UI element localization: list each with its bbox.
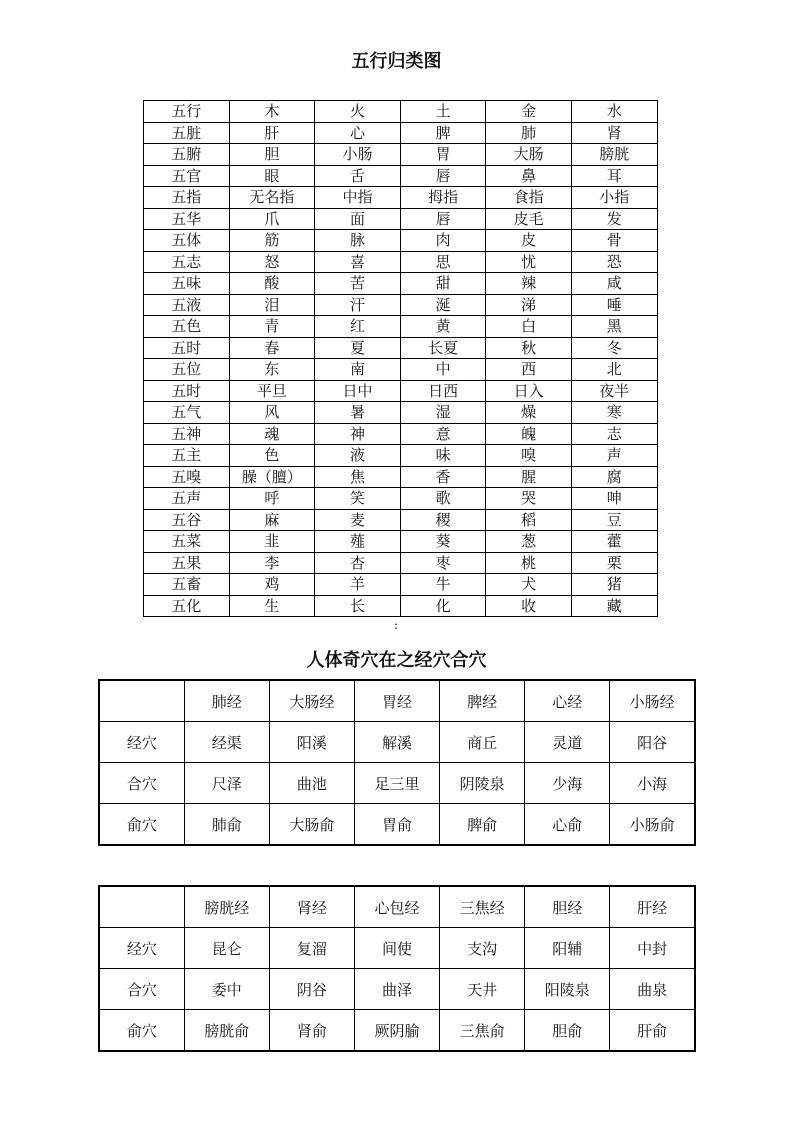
table-row — [99, 1010, 695, 1052]
table-cell: 夏 — [315, 337, 401, 359]
table-cell: 商丘 — [440, 722, 525, 763]
table-cell: 三焦俞 — [440, 1010, 525, 1052]
table-cell: 桃 — [486, 552, 572, 574]
table-row — [144, 531, 658, 553]
table-cell: 尺泽 — [184, 763, 269, 804]
table-cell: 小肠俞 — [610, 804, 695, 846]
row-header-cell — [99, 680, 184, 722]
table-cell: 哭 — [486, 488, 572, 510]
table-cell: 土 — [400, 101, 486, 123]
table-row — [144, 552, 658, 574]
table-cell: 中指 — [315, 187, 401, 209]
table-row — [99, 680, 695, 722]
table-cell: 曲泽 — [354, 969, 439, 1010]
table-cell: 北 — [571, 359, 657, 381]
table-cell: 皮毛 — [486, 208, 572, 230]
table-cell: 唇 — [400, 165, 486, 187]
table-cell: 肺经 — [184, 680, 269, 722]
table-cell: 味 — [400, 445, 486, 467]
table-cell: 辣 — [486, 273, 572, 295]
table-row — [144, 144, 658, 166]
row-header-cell: 五声 — [144, 488, 230, 510]
row-header-cell: 五指 — [144, 187, 230, 209]
table-row — [99, 804, 695, 846]
row-header-cell: 五液 — [144, 294, 230, 316]
table-cell: 小肠经 — [610, 680, 695, 722]
table-cell: 日西 — [400, 380, 486, 402]
table-cell: 解溪 — [354, 722, 439, 763]
table-cell: 肾俞 — [269, 1010, 354, 1052]
table-cell: 燥 — [486, 402, 572, 424]
table-cell: 湿 — [400, 402, 486, 424]
table-cell: 鸡 — [229, 574, 315, 596]
row-header-cell: 五色 — [144, 316, 230, 338]
table-row — [144, 488, 658, 510]
table-row — [144, 359, 658, 381]
table-cell: 发 — [571, 208, 657, 230]
table-cell: 冬 — [571, 337, 657, 359]
table-cell: 心 — [315, 122, 401, 144]
table-cell: 东 — [229, 359, 315, 381]
table-cell: 天井 — [440, 969, 525, 1010]
table-cell: 三焦经 — [440, 886, 525, 928]
row-header-cell: 经穴 — [99, 928, 184, 969]
row-header-cell: 五志 — [144, 251, 230, 273]
acupoint-table-2 — [98, 885, 696, 1052]
table-row — [144, 165, 658, 187]
table-cell: 阴谷 — [269, 969, 354, 1010]
table-cell: 葱 — [486, 531, 572, 553]
table-cell: 魄 — [486, 423, 572, 445]
table-cell: 脾经 — [440, 680, 525, 722]
table-cell: 肾 — [571, 122, 657, 144]
table-row — [144, 380, 658, 402]
table-cell: 牛 — [400, 574, 486, 596]
table-cell: 心俞 — [525, 804, 610, 846]
table-cell: 志 — [571, 423, 657, 445]
row-header-cell — [99, 886, 184, 928]
table-row — [99, 969, 695, 1010]
table-cell: 耳 — [571, 165, 657, 187]
table-cell: 甜 — [400, 273, 486, 295]
table-cell: 麻 — [229, 509, 315, 531]
table-cell: 无名指 — [229, 187, 315, 209]
table-cell: 黄 — [400, 316, 486, 338]
table-cell: 心包经 — [354, 886, 439, 928]
row-header-cell: 五时 — [144, 380, 230, 402]
table-cell: 平旦 — [229, 380, 315, 402]
table-cell: 寒 — [571, 402, 657, 424]
table-row — [144, 509, 658, 531]
row-header-cell: 五行 — [144, 101, 230, 123]
table-cell: 鼻 — [486, 165, 572, 187]
table-cell: 大肠俞 — [269, 804, 354, 846]
table-cell: 腥 — [486, 466, 572, 488]
table-row — [144, 122, 658, 144]
table-row — [144, 273, 658, 295]
table-cell: 大肠经 — [269, 680, 354, 722]
table-cell: 白 — [486, 316, 572, 338]
table-row — [144, 251, 658, 273]
table-cell: 筋 — [229, 230, 315, 252]
table-cell: 胃经 — [354, 680, 439, 722]
table-row — [144, 445, 658, 467]
table-cell: 喜 — [315, 251, 401, 273]
table-cell: 日入 — [486, 380, 572, 402]
table-cell: 肝俞 — [610, 1010, 695, 1052]
row-header-cell: 五畜 — [144, 574, 230, 596]
table-cell: 胃 — [400, 144, 486, 166]
table-cell: 焦 — [315, 466, 401, 488]
table-row — [144, 423, 658, 445]
title-five-elements: 五行归类图 — [351, 51, 442, 72]
table-cell: 支沟 — [440, 928, 525, 969]
table-cell: 曲泉 — [610, 969, 695, 1010]
table-cell: 杏 — [315, 552, 401, 574]
table-cell: 肉 — [400, 230, 486, 252]
table-row — [144, 466, 658, 488]
row-header-cell: 五脏 — [144, 122, 230, 144]
five-elements-table — [143, 100, 658, 617]
table-cell: 复溜 — [269, 928, 354, 969]
table-cell: 皮 — [486, 230, 572, 252]
row-header-cell: 五主 — [144, 445, 230, 467]
table-row — [144, 316, 658, 338]
table-cell: 厥阴腧 — [354, 1010, 439, 1052]
table-cell: 肺俞 — [184, 804, 269, 846]
table-cell: 唇 — [400, 208, 486, 230]
row-header-cell: 五腑 — [144, 144, 230, 166]
table-cell: 歌 — [400, 488, 486, 510]
table-row — [144, 230, 658, 252]
table-row — [99, 886, 695, 928]
table-cell: 猪 — [571, 574, 657, 596]
colon-mark: : — [394, 618, 399, 632]
table-cell: 豆 — [571, 509, 657, 531]
table-cell: 化 — [400, 595, 486, 617]
row-header-cell: 五果 — [144, 552, 230, 574]
table-cell: 稻 — [486, 509, 572, 531]
table-cell: 藿 — [571, 531, 657, 553]
row-header-cell: 五化 — [144, 595, 230, 617]
row-header-cell: 五时 — [144, 337, 230, 359]
table-cell: 膀胱 — [571, 144, 657, 166]
table-cell: 昆仑 — [184, 928, 269, 969]
row-header-cell: 五菜 — [144, 531, 230, 553]
table-cell: 大肠 — [486, 144, 572, 166]
table-cell: 香 — [400, 466, 486, 488]
table-cell: 胆经 — [525, 886, 610, 928]
row-header-cell: 合穴 — [99, 763, 184, 804]
table-cell: 眼 — [229, 165, 315, 187]
table-cell: 收 — [486, 595, 572, 617]
table-cell: 藏 — [571, 595, 657, 617]
table-cell: 阳谷 — [610, 722, 695, 763]
table-cell: 小肠 — [315, 144, 401, 166]
table-cell: 涎 — [400, 294, 486, 316]
table-cell: 火 — [315, 101, 401, 123]
table-cell: 肾经 — [269, 886, 354, 928]
table-cell: 魂 — [229, 423, 315, 445]
table-cell: 长夏 — [400, 337, 486, 359]
table-cell: 金 — [486, 101, 572, 123]
table-cell: 枣 — [400, 552, 486, 574]
table-cell: 胆 — [229, 144, 315, 166]
row-header-cell: 五神 — [144, 423, 230, 445]
table-cell: 薤 — [315, 531, 401, 553]
table-row — [144, 574, 658, 596]
table-cell: 拇指 — [400, 187, 486, 209]
table-cell: 液 — [315, 445, 401, 467]
table-cell: 水 — [571, 101, 657, 123]
table-cell: 中封 — [610, 928, 695, 969]
table-cell: 羊 — [315, 574, 401, 596]
row-header-cell: 五味 — [144, 273, 230, 295]
table-cell: 酸 — [229, 273, 315, 295]
row-header-cell: 五嗅 — [144, 466, 230, 488]
table-row — [99, 722, 695, 763]
table-cell: 长 — [315, 595, 401, 617]
table-cell: 骨 — [571, 230, 657, 252]
table-cell: 恐 — [571, 251, 657, 273]
table-cell: 犬 — [486, 574, 572, 596]
table-cell: 经渠 — [184, 722, 269, 763]
table-cell: 呼 — [229, 488, 315, 510]
table-cell: 胃俞 — [354, 804, 439, 846]
table-row — [99, 763, 695, 804]
table-cell: 葵 — [400, 531, 486, 553]
table-cell: 青 — [229, 316, 315, 338]
row-header-cell: 五位 — [144, 359, 230, 381]
table-cell: 咸 — [571, 273, 657, 295]
table-cell: 阳溪 — [269, 722, 354, 763]
row-header-cell: 合穴 — [99, 969, 184, 1010]
table-cell: 脾俞 — [440, 804, 525, 846]
table-cell: 阴陵泉 — [440, 763, 525, 804]
table-cell: 中 — [400, 359, 486, 381]
table-row — [144, 208, 658, 230]
table-cell: 色 — [229, 445, 315, 467]
table-cell: 李 — [229, 552, 315, 574]
table-row — [144, 337, 658, 359]
table-cell: 爪 — [229, 208, 315, 230]
table-cell: 脉 — [315, 230, 401, 252]
table-cell: 胆俞 — [525, 1010, 610, 1052]
table-cell: 呻 — [571, 488, 657, 510]
table-cell: 声 — [571, 445, 657, 467]
table-cell: 春 — [229, 337, 315, 359]
table-cell: 红 — [315, 316, 401, 338]
table-cell: 思 — [400, 251, 486, 273]
table-cell: 舌 — [315, 165, 401, 187]
table-cell: 肺 — [486, 122, 572, 144]
table-cell: 膀胱经 — [184, 886, 269, 928]
table-cell: 夜半 — [571, 380, 657, 402]
table-row — [144, 402, 658, 424]
table-cell: 忧 — [486, 251, 572, 273]
table-cell: 木 — [229, 101, 315, 123]
table-cell: 西 — [486, 359, 572, 381]
table-row — [144, 294, 658, 316]
row-header-cell: 五气 — [144, 402, 230, 424]
table-cell: 足三里 — [354, 763, 439, 804]
table-cell: 膀胱俞 — [184, 1010, 269, 1052]
table-cell: 日中 — [315, 380, 401, 402]
row-header-cell: 五谷 — [144, 509, 230, 531]
table-cell: 间使 — [354, 928, 439, 969]
table-cell: 肝经 — [610, 886, 695, 928]
table-cell: 暑 — [315, 402, 401, 424]
table-cell: 怒 — [229, 251, 315, 273]
table-cell: 灵道 — [525, 722, 610, 763]
table-cell: 南 — [315, 359, 401, 381]
row-header-cell: 五华 — [144, 208, 230, 230]
table-cell: 臊（膻） — [229, 466, 315, 488]
title-acupoints: 人体奇穴在之经穴合穴 — [306, 650, 487, 671]
table-cell: 曲池 — [269, 763, 354, 804]
table-cell: 笑 — [315, 488, 401, 510]
row-header-cell: 经穴 — [99, 722, 184, 763]
table-cell: 嗅 — [486, 445, 572, 467]
table-cell: 面 — [315, 208, 401, 230]
table-cell: 黑 — [571, 316, 657, 338]
table-cell: 少海 — [525, 763, 610, 804]
row-header-cell: 俞穴 — [99, 1010, 184, 1052]
table-row — [99, 928, 695, 969]
table-cell: 秋 — [486, 337, 572, 359]
table-cell: 阳辅 — [525, 928, 610, 969]
table-cell: 汗 — [315, 294, 401, 316]
table-cell: 唾 — [571, 294, 657, 316]
table-row — [144, 187, 658, 209]
row-header-cell: 俞穴 — [99, 804, 184, 846]
table-cell: 意 — [400, 423, 486, 445]
table-cell: 韭 — [229, 531, 315, 553]
row-header-cell: 五官 — [144, 165, 230, 187]
table-cell: 腐 — [571, 466, 657, 488]
table-cell: 小海 — [610, 763, 695, 804]
table-row — [144, 595, 658, 617]
table-cell: 苦 — [315, 273, 401, 295]
table-row — [144, 101, 658, 123]
table-cell: 脾 — [400, 122, 486, 144]
table-cell: 神 — [315, 423, 401, 445]
table-cell: 心经 — [525, 680, 610, 722]
row-header-cell: 五体 — [144, 230, 230, 252]
acupoint-table-1 — [98, 679, 696, 846]
table-cell: 稷 — [400, 509, 486, 531]
table-cell: 生 — [229, 595, 315, 617]
table-cell: 泪 — [229, 294, 315, 316]
table-cell: 栗 — [571, 552, 657, 574]
table-cell: 麦 — [315, 509, 401, 531]
table-cell: 食指 — [486, 187, 572, 209]
table-cell: 风 — [229, 402, 315, 424]
table-cell: 小指 — [571, 187, 657, 209]
table-cell: 委中 — [184, 969, 269, 1010]
table-cell: 肝 — [229, 122, 315, 144]
table-cell: 涕 — [486, 294, 572, 316]
table-cell: 阳陵泉 — [525, 969, 610, 1010]
